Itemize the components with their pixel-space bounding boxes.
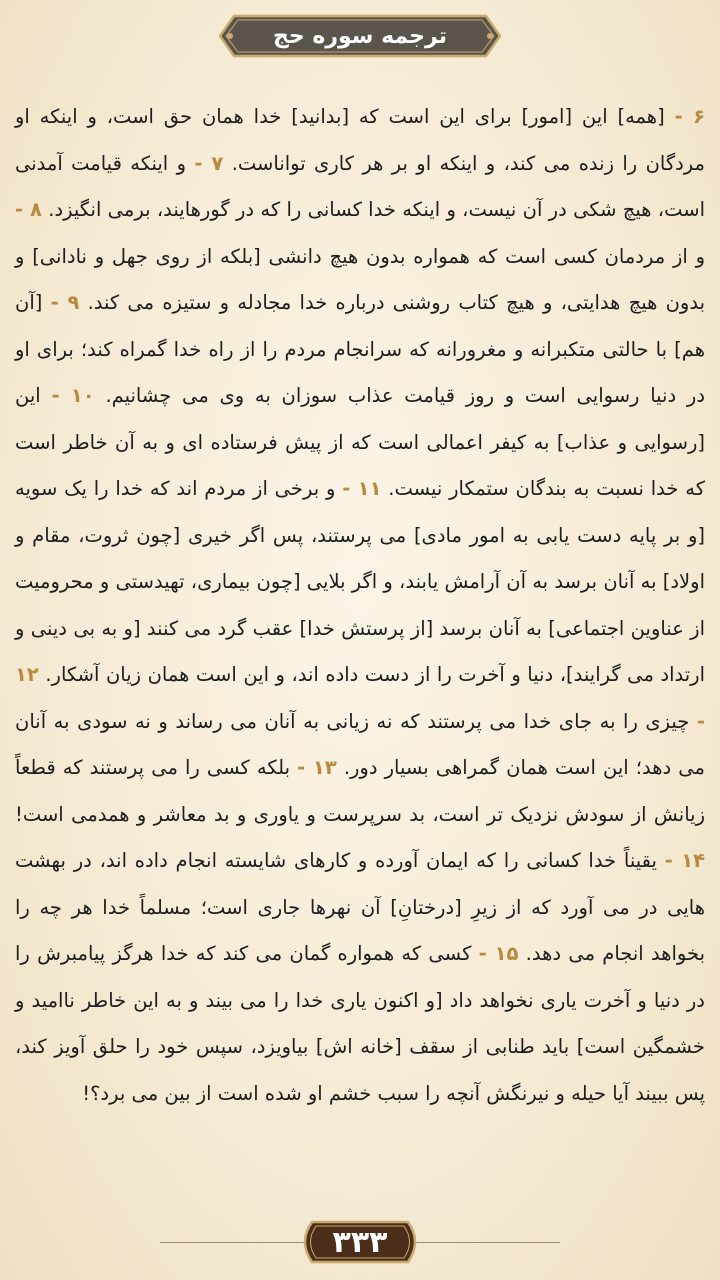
verse-number: ۷ - (194, 151, 224, 175)
translation-text (15, 94, 705, 1117)
page-number: ۳۳۳ (332, 1224, 388, 1260)
verse-text: و اینکه قیامت آمدنی است، هیچ شکی در آن نیست، و اینکه خدا کسانی را که در گورهایند، برمی انگیزد. (15, 151, 705, 221)
title-banner (216, 12, 504, 60)
verse-number: ۱۲ - (15, 663, 705, 733)
footer-divider-left (160, 1242, 310, 1243)
page-title: ترجمه سوره حج (272, 23, 447, 49)
verse-text: این [رسوایی و عذاب] به کیفر اعمالی است که از پیش فرستاده ای و به آن خاطر است که خدا نسبت به بندگان ستمکار نیست. (15, 384, 705, 500)
verse-text: کسی که همواره گمان می کند که خدا هرگز پیامبرش را در دنیا و آخرت یاری نخواهد داد [و اکنون یاری خدا را می بیند و به این خاطر ناامید و خشمگین است] باید طنابی از سقف [خانه اش] بیاویزد، سپس خود را حلق آویز کند، پس ببیند آیا حیله و نیرنگش آنچه را سبب خشم او شده است از بین می برد؟! (15, 942, 705, 1105)
verse-text: و از مردمان کسی است که همواره بدون هیچ دانشی [بلکه از روی جهل و نادانی] و بدون هیچ هدایتی، و هیچ کتاب روشنی درباره خدا مجادله و ستیزه می کند. (15, 244, 705, 314)
page-footer (0, 1216, 720, 1268)
verse-text: چیزی را به جای خدا می پرستند که نه زیانی به آنان می رساند و نه سودی به آنان می دهد؛ این است همان گمراهی بسیار دور. (15, 709, 705, 779)
footer-divider-right (410, 1242, 560, 1243)
verse-number: ۹ - (50, 291, 80, 314)
verse-text: و برخی از مردم اند که خدا را یک سویه [و بر پایه دست یابی به امور مادی] می پرستند، پس اگر خیری [چون ثروت، مقام و اولاد] به آنان برسد به آن آرامش یابند، و اگر بلایی [چون بیماری، تهیدستی و محرومیت از عناوین اجتماعی] به آنان برسد [از پرستش خدا] عقب گرد می کنند [و به بی دینی و ارتداد می گرایند]، دنیا و آخرت را از دست داده اند، و این است همان زیان آشکار. (15, 477, 706, 686)
verse-number: ۶ - (674, 105, 706, 128)
verse-number: ۸ - (15, 198, 42, 221)
verse-text: یقیناً خدا کسانی را که ایمان آورده و کارهای شایسته انجام داده اند، در بهشت هایی در می آورد که از زیرِ [درختانِ] آن نهرها جاری است؛ مسلماً خدا هر چه را بخواهد انجام می دهد. (15, 849, 706, 965)
verse-number: ۱۰ - (51, 384, 95, 407)
verse-number: ۱۱ - (342, 477, 382, 500)
verse-text: [همه] این [امور] برای این است که [بدانید] خدا همان حق است، و اینکه او مردگان را زنده می کند، و اینکه او بر هر کاری تواناست. (15, 105, 706, 175)
verse-number: ۱۴ - (664, 849, 705, 872)
verse-number: ۱۳ - (297, 756, 337, 779)
verse-text: بلکه کسی را می پرستند که قطعاً زیانش از سودش نزدیک تر است، بد سرپرست و یاوری و بد معاشر و همدمی است! (15, 756, 705, 826)
verse-text: [آن هم] با حالتی متکبرانه و مغرورانه که سرانجام مردم را از راه خدا گمراه کند؛ برای او در دنیا رسوایی است و روز قیامت عذاب سوزان به وی می چشانیم. (15, 291, 705, 407)
verse-number: ۱۵ - (478, 942, 519, 965)
